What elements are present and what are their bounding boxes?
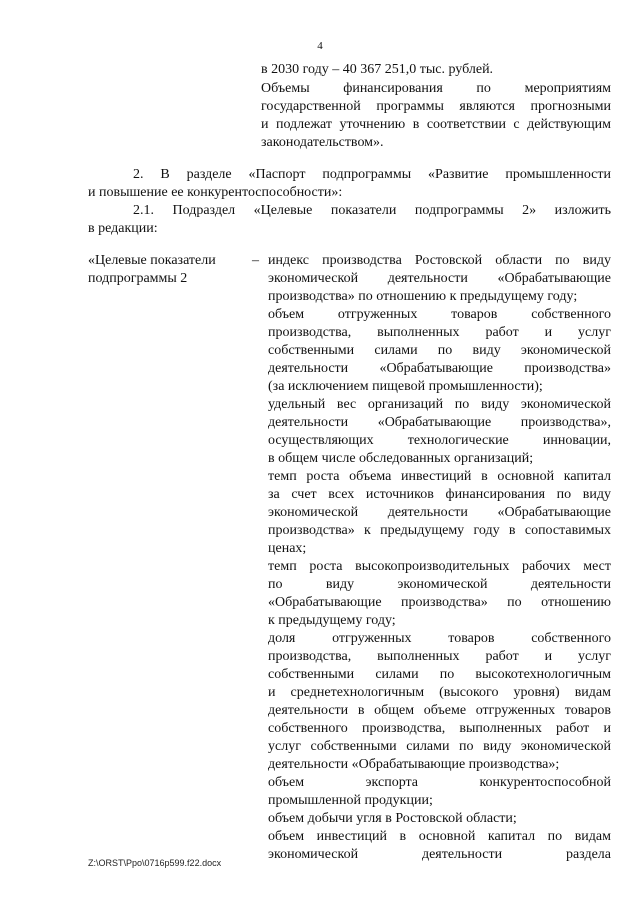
top-line-2: Объемы финансирования по мероприятиям xyxy=(261,81,611,96)
indicator-line: деятельности в общем объеме отгруженных товаров xyxy=(268,703,611,718)
indicator-line: «Обрабатывающие производства» по отношению xyxy=(268,595,611,610)
indicator-line: (за исключением пищевой промышленности); xyxy=(268,379,543,394)
indicator-line: ценах; xyxy=(268,541,307,556)
top-line-3: государственной программы являются прогнозными xyxy=(261,99,611,114)
indicator-line: осуществляющих технологические инновации, xyxy=(268,433,611,448)
indicator-line: к предыдущему году; xyxy=(268,613,396,628)
indicator-line: производства» к предыдущему году в сопоставимых xyxy=(268,523,611,538)
indicator-line: деятельности «Обрабатывающие производства», xyxy=(268,415,611,430)
left-label-line-2: подпрограммы 2 xyxy=(88,271,188,286)
footer-file-path: Z:\ORST\Ppo\0716p599.f22.docx xyxy=(88,858,222,868)
para21-line-1: 2.1. Подраздел «Целевые показатели подпрограммы 2» изложить xyxy=(133,203,611,218)
top-line-5: законодательством». xyxy=(261,135,384,150)
indicator-line: объем инвестиций в основной капитал по видам xyxy=(268,829,611,844)
left-label-line-1: «Целевые показатели xyxy=(88,253,216,268)
indicator-line: услуг собственными силами по виду экономической xyxy=(268,739,611,754)
indicator-line: по виду экономической деятельности xyxy=(268,577,611,592)
indicator-line: в общем числе обследованных организаций; xyxy=(268,451,534,466)
top-line-1: в 2030 году – 40 367 251,0 тыс. рублей. xyxy=(261,62,494,77)
indicator-line: объем отгруженных товаров собственного xyxy=(268,307,611,322)
para2-line-1: 2. В разделе «Паспорт подпрограммы «Развитие промышленности xyxy=(133,167,611,182)
indicator-line: экономической деятельности раздела xyxy=(268,847,611,862)
indicator-line: промышленной продукции; xyxy=(268,793,433,808)
indicator-line: темп роста высокопроизводительных рабочих мест xyxy=(268,559,611,574)
indicator-line: собственными силами по высокотехнологичным xyxy=(268,667,611,682)
indicator-line: собственного производства, выполненных работ и xyxy=(268,721,611,736)
indicator-line: объем добычи угля в Ростовской области; xyxy=(268,811,517,826)
indicator-line: производства» по отношению к предыдущему году; xyxy=(268,289,578,304)
indicator-line: производства, выполненных работ и услуг xyxy=(268,649,611,664)
indicator-line: собственными силами по виду экономической xyxy=(268,343,611,358)
para2-line-2: и повышение ее конкурентоспособности»: xyxy=(88,185,343,200)
indicator-line: доля отгруженных товаров собственного xyxy=(268,631,611,646)
indicator-line: темп роста объема инвестиций в основной капитал xyxy=(268,469,611,484)
page-number: 4 xyxy=(317,40,323,52)
indicator-line: удельный вес организаций по виду экономической xyxy=(268,397,611,412)
para21-line-2: в редакции: xyxy=(88,221,158,236)
indicator-line: за счет всех источников финансирования по виду xyxy=(268,487,611,502)
indicator-line: деятельности «Обрабатывающие производства»; xyxy=(268,757,560,772)
indicator-line: производства, выполненных работ и услуг xyxy=(268,325,611,340)
indicator-line: экономической деятельности «Обрабатывающие xyxy=(268,505,611,520)
indicator-line: экономической деятельности «Обрабатывающие xyxy=(268,271,611,286)
indicator-line: индекс производства Ростовской области по виду xyxy=(268,253,611,268)
top-line-4: и подлежат уточнению в соответствии с действующим xyxy=(261,117,611,132)
indicator-line: объем экспорта конкурентоспособной xyxy=(268,775,611,790)
indicator-line: деятельности «Обрабатывающие производства» xyxy=(268,361,611,376)
indicator-line: и среднетехнологичным (высокого уровня) видам xyxy=(268,685,611,700)
dash-separator: – xyxy=(252,253,259,268)
